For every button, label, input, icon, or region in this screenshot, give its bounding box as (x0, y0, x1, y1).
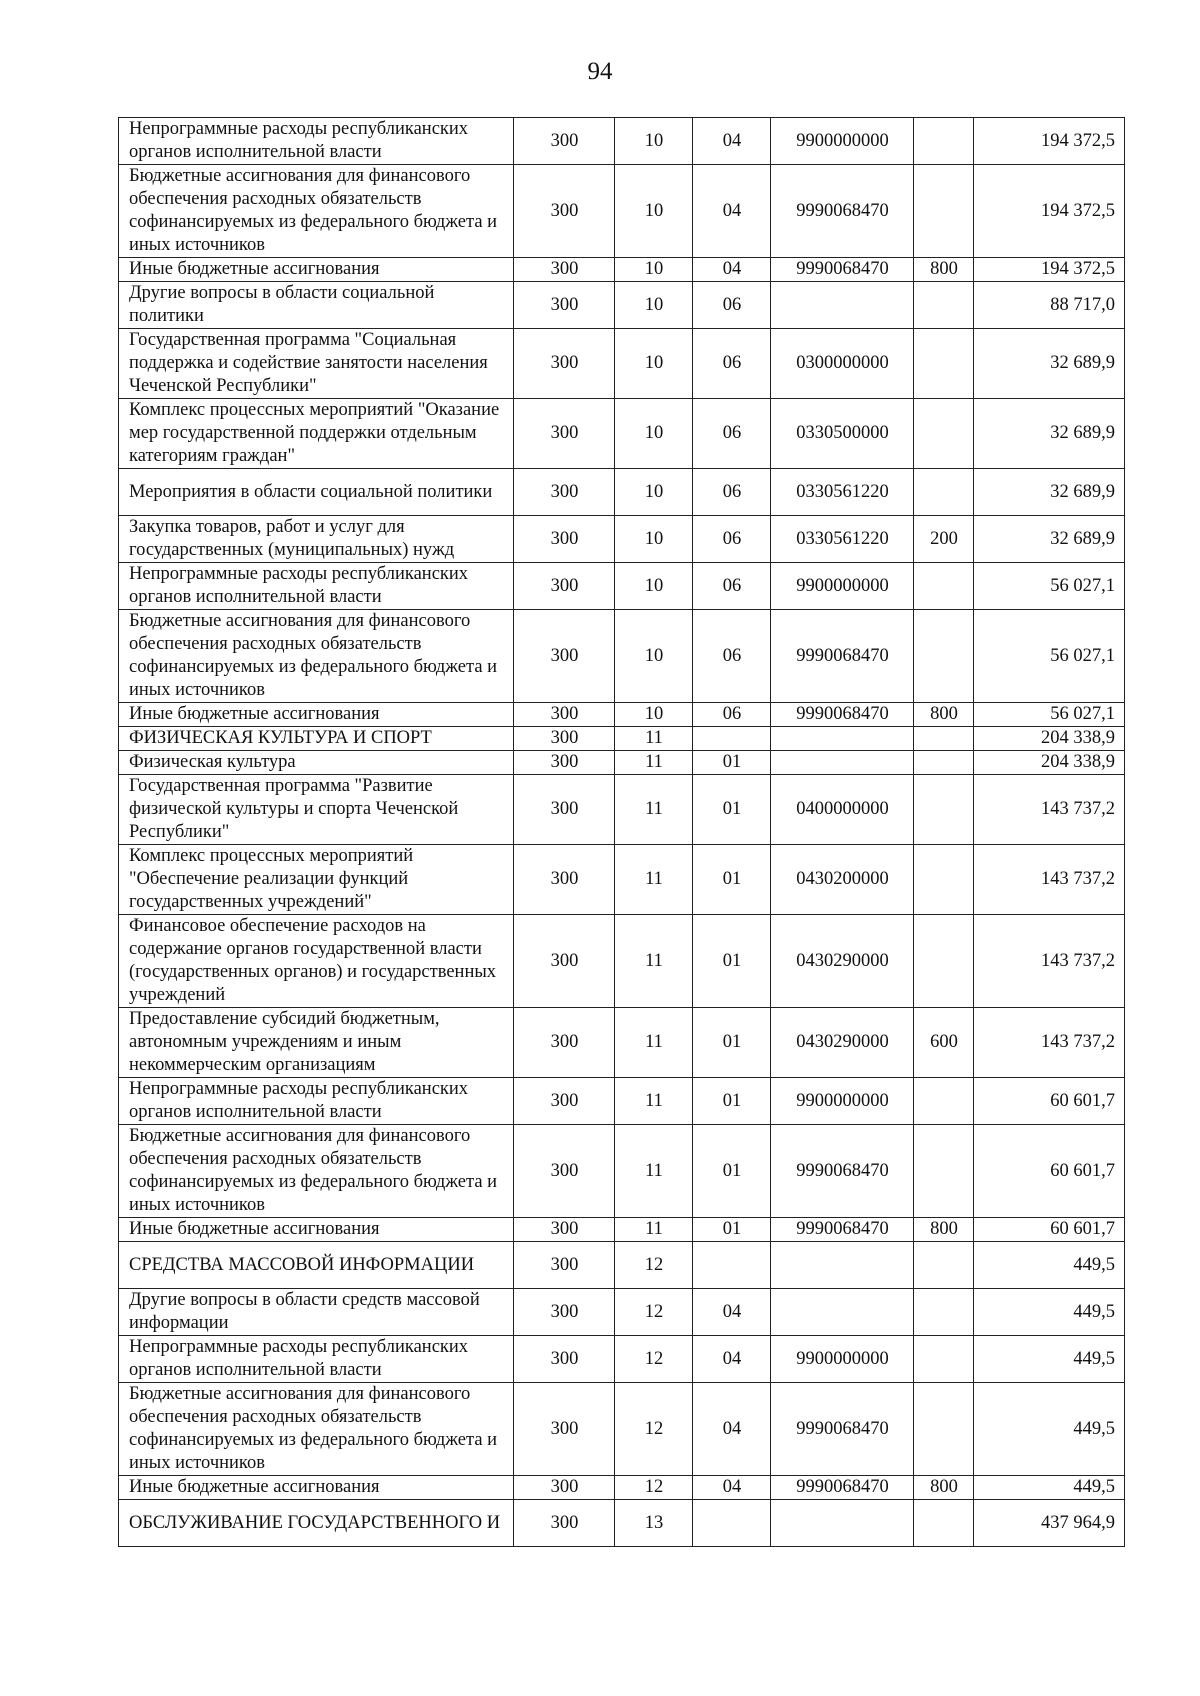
row-sum: 204 338,9 (974, 751, 1125, 775)
row-rz: 11 (615, 915, 693, 1008)
row-csr: 9900000000 (771, 1336, 914, 1383)
row-pr: 01 (693, 845, 771, 915)
row-csr: 0430290000 (771, 915, 914, 1008)
row-pr: 06 (693, 703, 771, 727)
row-pr: 06 (693, 610, 771, 703)
row-csr: 0430200000 (771, 845, 914, 915)
row-ved: 300 (514, 845, 615, 915)
row-sum: 449,5 (974, 1383, 1125, 1476)
row-sum: 194 372,5 (974, 118, 1125, 165)
row-ved: 300 (514, 329, 615, 399)
row-csr: 0330500000 (771, 399, 914, 469)
table-row (119, 1336, 1125, 1383)
row-ved: 300 (514, 1289, 615, 1336)
row-name: Финансовое обеспечение расходов на содержание органов государственной власти (государственных органов) и государственных учреждений (119, 915, 514, 1008)
row-ved: 300 (514, 1500, 615, 1547)
table-row (119, 516, 1125, 563)
row-vr: 800 (914, 258, 974, 282)
row-vr (914, 1336, 974, 1383)
table-row (119, 727, 1125, 751)
row-name: Закупка товаров, работ и услуг для государственных (муниципальных) нужд (119, 516, 514, 563)
page-number: 94 (587, 58, 613, 85)
row-sum: 32 689,9 (974, 469, 1125, 516)
row-vr (914, 329, 974, 399)
row-csr: 9900000000 (771, 1078, 914, 1125)
row-ved: 300 (514, 1008, 615, 1078)
row-rz: 13 (615, 1500, 693, 1547)
row-pr: 01 (693, 915, 771, 1008)
table-row (119, 1242, 1125, 1289)
row-name: Другие вопросы в области социальной политики (119, 282, 514, 329)
row-sum: 204 338,9 (974, 727, 1125, 751)
row-ved: 300 (514, 1242, 615, 1289)
row-pr: 04 (693, 1336, 771, 1383)
row-name: Предоставление субсидий бюджетным, автономным учреждениям и иным некоммерческим организациям (119, 1008, 514, 1078)
row-ved: 300 (514, 1125, 615, 1218)
row-ved: 300 (514, 915, 615, 1008)
row-vr (914, 1289, 974, 1336)
row-pr: 04 (693, 1383, 771, 1476)
row-ved: 300 (514, 1078, 615, 1125)
row-csr: 9900000000 (771, 563, 914, 610)
row-ved: 300 (514, 118, 615, 165)
row-name: Физическая культура (119, 751, 514, 775)
row-vr (914, 165, 974, 258)
row-rz: 12 (615, 1336, 693, 1383)
row-vr: 200 (914, 516, 974, 563)
row-pr: 04 (693, 258, 771, 282)
row-vr (914, 469, 974, 516)
row-sum: 60 601,7 (974, 1078, 1125, 1125)
row-csr: 9990068470 (771, 1218, 914, 1242)
row-pr: 04 (693, 1476, 771, 1500)
row-name: Бюджетные ассигнования для финансового обеспечения расходных обязательств софинансируемых из федерального бюджета и иных источников (119, 1383, 514, 1476)
row-vr (914, 610, 974, 703)
row-name: Иные бюджетные ассигнования (119, 258, 514, 282)
row-rz: 11 (615, 1125, 693, 1218)
row-sum: 56 027,1 (974, 610, 1125, 703)
table-row (119, 118, 1125, 165)
row-sum: 32 689,9 (974, 516, 1125, 563)
row-name: Государственная программа "Развитие физической культуры и спорта Чеченской Республики" (119, 775, 514, 845)
row-name: Непрограммные расходы республиканских органов исполнительной власти (119, 563, 514, 610)
row-rz: 11 (615, 1218, 693, 1242)
row-rz: 12 (615, 1289, 693, 1336)
row-vr (914, 118, 974, 165)
row-ved: 300 (514, 751, 615, 775)
row-csr (771, 751, 914, 775)
row-name: Бюджетные ассигнования для финансового обеспечения расходных обязательств софинансируемых из федерального бюджета и иных источников (119, 165, 514, 258)
row-name: Иные бюджетные ассигнования (119, 703, 514, 727)
row-vr: 800 (914, 703, 974, 727)
row-ved: 300 (514, 1476, 615, 1500)
row-ved: 300 (514, 1218, 615, 1242)
table-row (119, 563, 1125, 610)
table-row (119, 1383, 1125, 1476)
row-pr: 04 (693, 118, 771, 165)
row-rz: 11 (615, 775, 693, 845)
row-sum: 32 689,9 (974, 399, 1125, 469)
row-csr (771, 282, 914, 329)
row-vr (914, 1078, 974, 1125)
row-pr: 06 (693, 399, 771, 469)
row-sum: 449,5 (974, 1289, 1125, 1336)
table-row (119, 258, 1125, 282)
row-rz: 12 (615, 1242, 693, 1289)
row-vr (914, 282, 974, 329)
row-name: Комплекс процессных мероприятий "Обеспечение реализации функций государственных учреждений" (119, 845, 514, 915)
row-rz: 10 (615, 399, 693, 469)
row-sum: 143 737,2 (974, 915, 1125, 1008)
row-sum: 32 689,9 (974, 329, 1125, 399)
row-rz: 11 (615, 751, 693, 775)
row-pr: 01 (693, 1125, 771, 1218)
row-vr: 600 (914, 1008, 974, 1078)
row-csr: 9990068470 (771, 165, 914, 258)
row-vr (914, 751, 974, 775)
table-row (119, 1078, 1125, 1125)
row-rz: 10 (615, 118, 693, 165)
row-rz: 10 (615, 610, 693, 703)
row-csr: 0300000000 (771, 329, 914, 399)
row-name: Мероприятия в области социальной политики (119, 469, 514, 516)
table-row (119, 282, 1125, 329)
row-pr: 06 (693, 329, 771, 399)
table-row (119, 610, 1125, 703)
row-csr (771, 1289, 914, 1336)
row-name: Комплекс процессных мероприятий "Оказание мер государственной поддержки отдельным категориям граждан" (119, 399, 514, 469)
row-rz: 10 (615, 563, 693, 610)
row-csr: 9990068470 (771, 1383, 914, 1476)
row-name: Другие вопросы в области средств массовой информации (119, 1289, 514, 1336)
table-row (119, 703, 1125, 727)
row-csr: 9900000000 (771, 118, 914, 165)
table-row (119, 915, 1125, 1008)
row-pr: 06 (693, 516, 771, 563)
row-vr (914, 845, 974, 915)
row-rz: 10 (615, 258, 693, 282)
table-row (119, 165, 1125, 258)
row-csr: 9990068470 (771, 258, 914, 282)
budget-table (118, 117, 1125, 1547)
row-ved: 300 (514, 1336, 615, 1383)
row-pr: 01 (693, 1218, 771, 1242)
row-csr (771, 1500, 914, 1547)
row-ved: 300 (514, 282, 615, 329)
table-row (119, 469, 1125, 516)
row-sum: 60 601,7 (974, 1218, 1125, 1242)
row-sum: 194 372,5 (974, 258, 1125, 282)
row-ved: 300 (514, 703, 615, 727)
row-sum: 88 717,0 (974, 282, 1125, 329)
row-pr: 04 (693, 1289, 771, 1336)
row-rz: 10 (615, 282, 693, 329)
row-pr (693, 1242, 771, 1289)
row-ved: 300 (514, 258, 615, 282)
row-sum: 143 737,2 (974, 845, 1125, 915)
row-vr (914, 1500, 974, 1547)
row-pr: 06 (693, 282, 771, 329)
row-rz: 11 (615, 727, 693, 751)
row-pr: 01 (693, 751, 771, 775)
row-vr (914, 775, 974, 845)
row-vr (914, 1242, 974, 1289)
row-sum: 56 027,1 (974, 703, 1125, 727)
row-vr (914, 1383, 974, 1476)
row-vr: 800 (914, 1476, 974, 1500)
row-sum: 143 737,2 (974, 775, 1125, 845)
table-row (119, 329, 1125, 399)
row-name: Иные бюджетные ассигнования (119, 1476, 514, 1500)
row-ved: 300 (514, 516, 615, 563)
row-pr: 06 (693, 469, 771, 516)
row-name: Государственная программа "Социальная поддержка и содействие занятости населения Чеченской Республики" (119, 329, 514, 399)
row-csr: 0430290000 (771, 1008, 914, 1078)
row-csr: 9990068470 (771, 1476, 914, 1500)
row-ved: 300 (514, 610, 615, 703)
row-pr: 01 (693, 1008, 771, 1078)
table-row (119, 751, 1125, 775)
row-rz: 10 (615, 469, 693, 516)
row-sum: 449,5 (974, 1476, 1125, 1500)
row-pr: 06 (693, 563, 771, 610)
budget-table-body (119, 118, 1125, 1547)
row-rz: 10 (615, 703, 693, 727)
row-sum: 143 737,2 (974, 1008, 1125, 1078)
table-row (119, 1476, 1125, 1500)
row-name: Бюджетные ассигнования для финансового обеспечения расходных обязательств софинансируемых из федерального бюджета и иных источников (119, 1125, 514, 1218)
row-ved: 300 (514, 165, 615, 258)
row-name: Бюджетные ассигнования для финансового обеспечения расходных обязательств софинансируемых из федерального бюджета и иных источников (119, 610, 514, 703)
row-name: СРЕДСТВА МАССОВОЙ ИНФОРМАЦИИ (119, 1242, 514, 1289)
row-name: Непрограммные расходы республиканских органов исполнительной власти (119, 1336, 514, 1383)
table-row (119, 1289, 1125, 1336)
row-csr (771, 1242, 914, 1289)
row-sum: 449,5 (974, 1336, 1125, 1383)
table-row (119, 845, 1125, 915)
table-row (119, 1008, 1125, 1078)
row-vr (914, 399, 974, 469)
row-csr: 9990068470 (771, 1125, 914, 1218)
row-csr: 0330561220 (771, 516, 914, 563)
row-name: ФИЗИЧЕСКАЯ КУЛЬТУРА И СПОРТ (119, 727, 514, 751)
row-csr: 0400000000 (771, 775, 914, 845)
row-ved: 300 (514, 469, 615, 516)
row-csr: 0330561220 (771, 469, 914, 516)
row-pr: 01 (693, 1078, 771, 1125)
row-pr: 04 (693, 165, 771, 258)
row-csr (771, 727, 914, 751)
row-pr (693, 727, 771, 751)
row-ved: 300 (514, 727, 615, 751)
row-sum: 60 601,7 (974, 1125, 1125, 1218)
row-ved: 300 (514, 1383, 615, 1476)
row-name: ОБСЛУЖИВАНИЕ ГОСУДАРСТВЕННОГО И (119, 1500, 514, 1547)
row-rz: 10 (615, 329, 693, 399)
row-rz: 11 (615, 1008, 693, 1078)
row-rz: 11 (615, 845, 693, 915)
row-rz: 12 (615, 1476, 693, 1500)
row-sum: 56 027,1 (974, 563, 1125, 610)
table-row (119, 1125, 1125, 1218)
row-pr: 01 (693, 775, 771, 845)
row-vr (914, 915, 974, 1008)
row-rz: 11 (615, 1078, 693, 1125)
row-name: Непрограммные расходы республиканских органов исполнительной власти (119, 1078, 514, 1125)
row-ved: 300 (514, 775, 615, 845)
row-name: Иные бюджетные ассигнования (119, 1218, 514, 1242)
table-row (119, 1500, 1125, 1547)
row-sum: 449,5 (974, 1242, 1125, 1289)
row-vr: 800 (914, 1218, 974, 1242)
table-row (119, 1218, 1125, 1242)
row-rz: 10 (615, 516, 693, 563)
row-rz: 10 (615, 165, 693, 258)
row-sum: 194 372,5 (974, 165, 1125, 258)
row-ved: 300 (514, 563, 615, 610)
row-name: Непрограммные расходы республиканских органов исполнительной власти (119, 118, 514, 165)
row-rz: 12 (615, 1383, 693, 1476)
row-vr (914, 563, 974, 610)
row-pr (693, 1500, 771, 1547)
row-sum: 437 964,9 (974, 1500, 1125, 1547)
table-row (119, 775, 1125, 845)
row-vr (914, 727, 974, 751)
row-csr: 9990068470 (771, 703, 914, 727)
row-ved: 300 (514, 399, 615, 469)
row-csr: 9990068470 (771, 610, 914, 703)
table-row (119, 399, 1125, 469)
row-vr (914, 1125, 974, 1218)
